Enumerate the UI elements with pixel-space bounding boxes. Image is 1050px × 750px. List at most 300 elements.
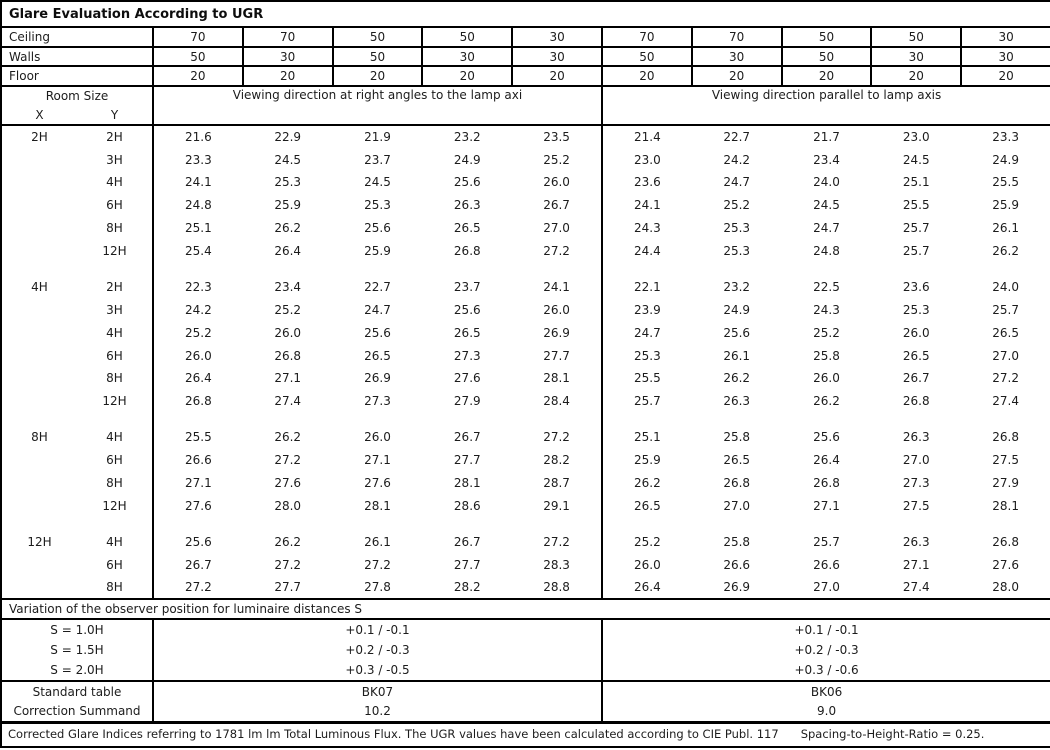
summary-value-right: BK06	[602, 681, 1050, 702]
room-x-cell: 8H	[31, 430, 48, 445]
room-x-cell	[1, 367, 77, 390]
ugr-value-cell: 22.1	[602, 276, 692, 299]
ugr-value-cell: 26.8	[723, 476, 751, 491]
ugr-value-cell: 23.7	[364, 152, 391, 167]
spacer-cell	[1, 517, 153, 530]
surface-value-cell: 50	[422, 27, 512, 47]
ugr-row	[1, 344, 1050, 367]
surface-value-cell: 30	[961, 27, 1050, 47]
surface-value-cell: 20	[961, 66, 1050, 86]
ugr-value-cell: 26.9	[543, 325, 570, 340]
ugr-row	[1, 472, 1050, 495]
ugr-value-cell: 26.0	[274, 325, 302, 340]
ugr-value-cell: 23.5	[543, 130, 570, 145]
ugr-value-cell: 24.9	[723, 302, 751, 317]
room-x-cell	[1, 494, 77, 517]
ugr-value-cell: 27.0	[723, 498, 751, 513]
variation-value-right: +0.3 / -0.6	[602, 660, 1050, 681]
ugr-value-cell: 28.1	[364, 498, 391, 513]
ugr-value-cell: 26.3	[453, 198, 481, 213]
ugr-value-cell: 25.6	[364, 325, 391, 340]
ugr-value-cell: 25.9	[602, 449, 692, 472]
room-x-cell	[1, 171, 77, 194]
ugr-value-cell: 27.2	[274, 453, 302, 468]
ugr-value-cell: 24.0	[992, 279, 1019, 294]
ugr-value-cell: 27.3	[364, 394, 391, 409]
ugr-value-cell: 22.7	[723, 130, 751, 145]
ugr-value-cell: 24.8	[153, 194, 243, 217]
summary-row	[1, 702, 1050, 723]
ugr-value-cell: 25.6	[813, 430, 840, 445]
surface-value-cell: 20	[602, 66, 692, 86]
ugr-value-cell: 28.0	[992, 580, 1019, 595]
variation-title-section	[1, 599, 1050, 619]
ugr-value-cell: 26.8	[274, 348, 302, 363]
surface-value-cell: 50	[153, 47, 243, 67]
ugr-value-cell: 25.6	[364, 221, 391, 236]
room-x-cell	[1, 148, 77, 171]
ugr-value-cell: 27.2	[153, 576, 243, 599]
ugr-value-cell: 26.2	[992, 244, 1019, 259]
ugr-value-cell: 26.8	[992, 430, 1019, 445]
surface-value-cell: 20	[782, 66, 872, 86]
room-size-header: Room Size	[45, 89, 109, 104]
spacer-row	[1, 517, 1050, 530]
ugr-value-cell: 25.6	[453, 175, 481, 190]
header-row-1	[1, 86, 1050, 106]
ugr-value-cell: 27.1	[364, 453, 391, 468]
room-y-cell: 12H	[102, 394, 127, 409]
surface-value-cell: 20	[692, 66, 782, 86]
title-section	[1, 1, 1050, 27]
ugr-value-cell: 24.7	[723, 175, 751, 190]
ugr-value-cell: 26.6	[813, 557, 840, 572]
ugr-value-cell: 27.2	[543, 244, 570, 259]
spacer-row	[1, 262, 1050, 275]
ugr-value-cell: 27.4	[902, 580, 930, 595]
ugr-value-cell: 23.4	[274, 279, 302, 294]
surface-reflectance-section	[1, 27, 1050, 86]
ugr-value-cell: 26.0	[902, 325, 930, 340]
ugr-value-cell: 25.9	[364, 244, 391, 259]
ugr-value-cell: 25.8	[813, 348, 840, 363]
surface-value-cell: 50	[333, 47, 423, 67]
room-x-cell: 2H	[31, 130, 48, 145]
ugr-value-cell: 27.6	[453, 371, 481, 386]
ugr-value-cell: 27.0	[813, 580, 840, 595]
ugr-value-cell: 23.0	[602, 148, 692, 171]
ugr-row	[1, 217, 1050, 240]
summary-row	[1, 681, 1050, 702]
ugr-value-cell: 26.3	[723, 394, 751, 409]
ugr-value-cell: 23.7	[453, 279, 481, 294]
room-x-cell	[1, 390, 77, 413]
ugr-value-cell: 26.6	[723, 557, 751, 572]
ugr-value-cell: 26.5	[723, 453, 751, 468]
ugr-value-cell: 25.5	[602, 367, 692, 390]
ugr-value-cell: 26.3	[902, 430, 930, 445]
ugr-row	[1, 298, 1050, 321]
surface-value-cell: 30	[243, 47, 333, 67]
ugr-value-cell: 25.2	[723, 198, 751, 213]
surface-value-cell: 50	[871, 27, 961, 47]
surface-row	[1, 66, 1050, 86]
ugr-value-cell: 21.4	[602, 125, 692, 148]
ugr-value-cell: 25.9	[992, 198, 1019, 213]
variation-value-left: +0.2 / -0.3	[153, 640, 602, 661]
ugr-value-cell: 27.2	[992, 371, 1019, 386]
surface-row	[1, 47, 1050, 67]
variation-value-left: +0.1 / -0.1	[153, 619, 602, 640]
ugr-value-cell: 24.8	[813, 244, 840, 259]
room-y-cell: 6H	[106, 557, 123, 572]
variation-section	[1, 619, 1050, 681]
ugr-value-cell: 26.2	[602, 472, 692, 495]
ugr-value-cell: 25.1	[153, 217, 243, 240]
ugr-value-cell: 26.8	[992, 534, 1019, 549]
ugr-value-cell: 26.5	[453, 221, 481, 236]
surface-value-cell: 50	[782, 47, 872, 67]
summary-label-cell: Correction Summand	[1, 702, 153, 723]
surface-value-cell: 30	[871, 47, 961, 67]
variation-row	[1, 660, 1050, 681]
surface-value-cell: 50	[333, 27, 423, 47]
spacing-ratio-text: Spacing-to-Height-Ratio = 0.25.	[800, 726, 985, 741]
y-axis-header: Y	[77, 106, 153, 126]
room-y-cell: 6H	[106, 198, 123, 213]
variation-value-right: +0.2 / -0.3	[602, 640, 1050, 661]
ugr-value-cell: 27.5	[992, 453, 1019, 468]
ugr-value-cell: 26.0	[364, 430, 391, 445]
surface-row	[1, 27, 1050, 47]
ugr-value-cell: 25.6	[723, 325, 751, 340]
ugr-value-cell: 27.2	[274, 557, 302, 572]
ugr-value-cell: 28.1	[453, 476, 481, 491]
variation-label-cell: S = 1.5H	[50, 642, 104, 657]
room-x-cell	[1, 449, 77, 472]
ugr-value-cell: 25.3	[602, 344, 692, 367]
ugr-value-cell: 26.6	[153, 449, 243, 472]
room-y-cell: 4H	[106, 430, 123, 445]
ugr-value-cell: 27.7	[453, 453, 481, 468]
room-x-cell	[1, 217, 77, 240]
ugr-value-cell: 25.2	[274, 302, 302, 317]
room-x-cell	[1, 576, 77, 599]
room-y-cell: 12H	[102, 244, 127, 259]
room-x-cell: 12H	[27, 534, 52, 549]
ugr-value-cell: 24.5	[274, 152, 302, 167]
ugr-value-cell: 25.9	[274, 198, 302, 213]
ugr-value-cell: 26.2	[274, 430, 302, 445]
ugr-value-cell: 28.1	[543, 371, 570, 386]
summary-value-right: 9.0	[602, 702, 1050, 723]
ugr-value-cell: 23.3	[992, 130, 1019, 145]
room-y-cell: 3H	[106, 302, 123, 317]
ugr-row	[1, 276, 1050, 299]
ugr-value-cell: 27.7	[453, 557, 481, 572]
ugr-value-cell: 25.7	[602, 390, 692, 413]
room-y-cell: 8H	[106, 371, 123, 386]
room-x-cell	[1, 240, 77, 263]
surface-value-cell: 20	[243, 66, 333, 86]
ugr-value-cell: 26.0	[153, 344, 243, 367]
spacer-cell	[602, 517, 1050, 530]
ugr-value-cell: 26.9	[364, 371, 391, 386]
ugr-row	[1, 449, 1050, 472]
variation-label-cell: S = 1.0H	[50, 622, 104, 637]
ugr-value-cell: 24.0	[813, 175, 840, 190]
room-y-cell: 8H	[106, 221, 123, 236]
ugr-value-cell: 26.2	[813, 394, 840, 409]
ugr-value-cell: 29.1	[543, 498, 570, 513]
ugr-value-cell: 26.7	[453, 534, 481, 549]
ugr-value-cell: 27.0	[543, 221, 570, 236]
ugr-value-cell: 23.4	[813, 152, 840, 167]
ugr-value-cell: 24.7	[813, 221, 840, 236]
surface-value-cell: 30	[961, 47, 1050, 67]
spacer-cell	[1, 413, 153, 426]
ugr-value-cell: 23.9	[602, 298, 692, 321]
surface-value-cell: 30	[692, 47, 782, 67]
ugr-value-cell: 27.9	[453, 394, 481, 409]
ugr-value-cell: 21.7	[813, 130, 840, 145]
ugr-value-cell: 26.4	[602, 576, 692, 599]
ugr-value-cell: 26.8	[453, 244, 481, 259]
ugr-value-cell: 26.5	[453, 325, 481, 340]
ugr-value-cell: 27.6	[364, 476, 391, 491]
ugr-value-cell: 26.4	[274, 244, 302, 259]
ugr-value-cell: 24.1	[543, 279, 570, 294]
ugr-value-cell: 28.6	[453, 498, 481, 513]
ugr-value-cell: 27.2	[543, 430, 570, 445]
ugr-value-cell: 28.3	[543, 557, 570, 572]
ugr-value-cell: 24.7	[364, 302, 391, 317]
ugr-value-cell: 26.8	[153, 390, 243, 413]
ugr-value-cell: 23.3	[153, 148, 243, 171]
ugr-value-cell: 24.1	[153, 171, 243, 194]
ugr-value-cell: 25.8	[723, 534, 751, 549]
ugr-value-cell: 26.7	[453, 430, 481, 445]
ugr-value-cell: 26.7	[153, 553, 243, 576]
ugr-value-cell: 25.7	[813, 534, 840, 549]
variation-label-cell: S = 2.0H	[1, 660, 153, 681]
x-axis-header: X	[1, 106, 77, 126]
ugr-value-cell: 28.2	[453, 580, 481, 595]
ugr-value-cell: 21.9	[364, 130, 391, 145]
ugr-values-section	[1, 125, 1050, 599]
ugr-value-cell: 23.6	[602, 171, 692, 194]
ugr-row	[1, 367, 1050, 390]
ugr-value-cell: 28.7	[543, 476, 570, 491]
ugr-row	[1, 171, 1050, 194]
ugr-value-cell: 25.2	[602, 530, 692, 553]
ugr-value-cell: 24.2	[153, 298, 243, 321]
title-row	[1, 1, 1050, 27]
ugr-value-cell: 25.5	[992, 175, 1019, 190]
ugr-value-cell: 27.2	[543, 534, 570, 549]
ugr-value-cell: 24.3	[602, 217, 692, 240]
ugr-value-cell: 26.0	[602, 553, 692, 576]
room-y-cell: 4H	[106, 325, 123, 340]
surface-value-cell: 20	[333, 66, 423, 86]
ugr-value-cell: 24.5	[364, 175, 391, 190]
ugr-value-cell: 26.1	[992, 221, 1019, 236]
ugr-row	[1, 240, 1050, 263]
surface-row-label: Ceiling	[1, 27, 153, 47]
ugr-value-cell: 25.3	[364, 198, 391, 213]
viewing-header-parallel: Viewing direction parallel to lamp axis	[602, 86, 1050, 125]
ugr-value-cell: 27.2	[364, 557, 391, 572]
ugr-value-cell: 26.2	[274, 534, 302, 549]
ugr-value-cell: 24.5	[813, 198, 840, 213]
ugr-row	[1, 321, 1050, 344]
room-y-cell: 3H	[106, 152, 123, 167]
ugr-value-cell: 26.0	[543, 175, 570, 190]
surface-value-cell: 70	[243, 27, 333, 47]
ugr-value-cell: 25.8	[723, 430, 751, 445]
variation-title-row	[1, 599, 1050, 619]
ugr-value-cell: 27.8	[364, 580, 391, 595]
room-y-cell: 6H	[106, 348, 123, 363]
spacer-cell	[1, 262, 153, 275]
viewing-header-right-angles: Viewing direction at right angles to the lamp axi	[153, 86, 602, 125]
ugr-value-cell: 26.5	[992, 325, 1019, 340]
ugr-value-cell: 28.0	[274, 498, 302, 513]
ugr-value-cell: 24.9	[453, 152, 481, 167]
ugr-value-cell: 27.1	[274, 371, 302, 386]
ugr-value-cell: 26.8	[813, 476, 840, 491]
spacer-cell	[602, 262, 1050, 275]
room-y-cell: 4H	[106, 175, 123, 190]
ugr-value-cell: 25.1	[602, 426, 692, 449]
ugr-row	[1, 553, 1050, 576]
ugr-value-cell: 27.3	[453, 348, 481, 363]
summary-section	[1, 681, 1050, 722]
spacer-row	[1, 413, 1050, 426]
ugr-value-cell: 25.2	[543, 152, 570, 167]
surface-value-cell: 70	[153, 27, 243, 47]
ugr-value-cell: 25.1	[902, 175, 930, 190]
ugr-value-cell: 26.8	[902, 394, 930, 409]
room-y-cell: 8H	[106, 580, 123, 595]
surface-value-cell: 20	[153, 66, 243, 86]
variation-row	[1, 640, 1050, 661]
footnote-text: Corrected Glare Indices referring to 1781 lm lm Total Luminous Flux. The UGR values have been calculated according to CIE Publ. 117	[8, 726, 779, 741]
ugr-value-cell: 25.6	[453, 302, 481, 317]
ugr-value-cell: 25.7	[992, 302, 1019, 317]
ugr-value-cell: 26.5	[364, 348, 391, 363]
surface-row-label: Floor	[1, 66, 153, 86]
ugr-value-cell: 25.3	[723, 244, 751, 259]
summary-value-left: 10.2	[153, 702, 602, 723]
variation-title: Variation of the observer position for luminaire distances S	[1, 599, 1050, 619]
room-y-cell: 12H	[102, 498, 127, 513]
variation-value-left: +0.3 / -0.5	[153, 660, 602, 681]
ugr-value-cell: 28.4	[543, 394, 570, 409]
ugr-value-cell: 27.7	[543, 348, 570, 363]
surface-value-cell: 30	[422, 47, 512, 67]
column-header-section	[1, 86, 1050, 125]
summary-label-cell: Standard table	[32, 684, 122, 699]
footnote-cell	[1, 722, 1050, 747]
ugr-value-cell: 24.7	[602, 321, 692, 344]
surface-value-cell: 20	[512, 66, 602, 86]
ugr-row	[1, 125, 1050, 148]
ugr-value-cell: 24.4	[602, 240, 692, 263]
ugr-row	[1, 530, 1050, 553]
surface-value-cell: 70	[602, 27, 692, 47]
ugr-value-cell: 22.5	[813, 279, 840, 294]
room-x-cell	[1, 472, 77, 495]
ugr-value-cell: 26.7	[902, 371, 930, 386]
spacer-cell	[153, 262, 602, 275]
room-y-cell: 8H	[106, 476, 123, 491]
ugr-value-cell: 25.2	[813, 325, 840, 340]
ugr-value-cell: 23.2	[723, 279, 751, 294]
ugr-value-cell: 22.3	[153, 276, 243, 299]
ugr-value-cell: 24.1	[602, 194, 692, 217]
ugr-value-cell: 26.7	[543, 198, 570, 213]
room-y-cell: 2H	[106, 130, 123, 145]
ugr-row	[1, 426, 1050, 449]
ugr-value-cell: 22.9	[274, 130, 302, 145]
room-x-cell: 4H	[31, 279, 48, 294]
ugr-value-cell: 28.1	[992, 498, 1019, 513]
ugr-value-cell: 24.3	[813, 302, 840, 317]
ugr-value-cell: 26.2	[274, 221, 302, 236]
room-y-cell: 4H	[106, 534, 123, 549]
ugr-value-cell: 26.0	[543, 302, 570, 317]
ugr-value-cell: 26.0	[813, 371, 840, 386]
ugr-row	[1, 390, 1050, 413]
ugr-value-cell: 27.6	[153, 494, 243, 517]
ugr-value-cell: 25.3	[274, 175, 302, 190]
room-x-cell	[1, 344, 77, 367]
ugr-value-cell: 27.6	[274, 476, 302, 491]
spacer-cell	[153, 517, 602, 530]
ugr-value-cell: 26.9	[723, 580, 751, 595]
ugr-value-cell: 26.4	[153, 367, 243, 390]
ugr-value-cell: 26.5	[602, 494, 692, 517]
variation-value-right: +0.1 / -0.1	[602, 619, 1050, 640]
ugr-row	[1, 494, 1050, 517]
ugr-value-cell: 27.0	[902, 453, 930, 468]
room-x-cell	[1, 298, 77, 321]
ugr-value-cell: 23.6	[902, 279, 930, 294]
footnote-row	[1, 722, 1050, 747]
ugr-value-cell: 26.1	[723, 348, 751, 363]
surface-value-cell: 70	[692, 27, 782, 47]
ugr-value-cell: 25.3	[902, 302, 930, 317]
ugr-value-cell: 25.7	[902, 221, 930, 236]
ugr-value-cell: 27.1	[153, 472, 243, 495]
ugr-value-cell: 27.4	[274, 394, 302, 409]
spacer-cell	[602, 413, 1050, 426]
ugr-value-cell: 25.3	[723, 221, 751, 236]
ugr-value-cell: 23.0	[902, 130, 930, 145]
ugr-row	[1, 576, 1050, 599]
room-y-cell: 2H	[106, 279, 123, 294]
footer-section	[1, 722, 1050, 747]
surface-value-cell: 30	[512, 47, 602, 67]
surface-value-cell: 50	[602, 47, 692, 67]
ugr-value-cell: 24.2	[723, 152, 751, 167]
ugr-value-cell: 26.4	[813, 453, 840, 468]
ugr-value-cell: 25.4	[153, 240, 243, 263]
ugr-value-cell: 26.2	[723, 371, 751, 386]
ugr-value-cell: 27.7	[274, 580, 302, 595]
ugr-value-cell: 27.0	[992, 348, 1019, 363]
